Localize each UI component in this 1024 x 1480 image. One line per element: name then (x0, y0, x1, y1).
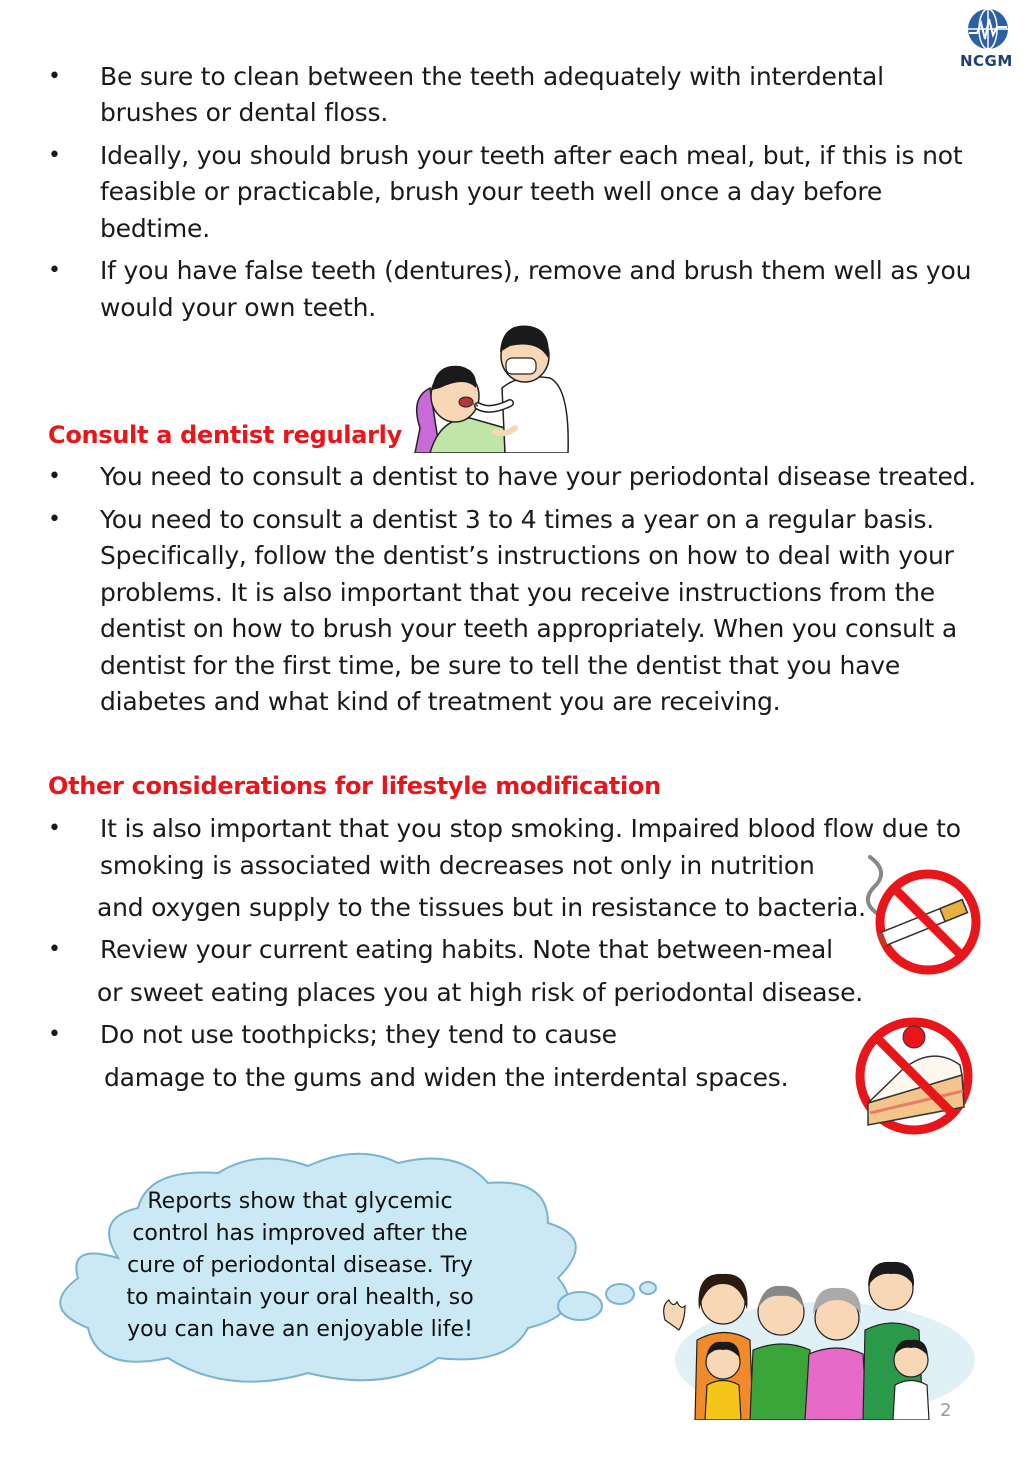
cloud-line: Reports show that glycemic (147, 1189, 453, 1214)
text-line: You need to consult a dentist to have your periodontal disease treated. (100, 462, 977, 491)
ncgm-logo (955, 5, 1021, 71)
bullet: • (48, 816, 61, 841)
section-heading-lifestyle: Other considerations for lifestyle modification (48, 772, 661, 800)
cloud-message (110, 1186, 490, 1346)
family-group-icon (655, 1250, 980, 1420)
logo-text: NCGM (960, 52, 1013, 70)
text-line: Ideally, you should brush your teeth after each meal, but, if this is not (100, 141, 963, 170)
text-line: Do not use toothpicks; they tend to cause (100, 1020, 617, 1049)
family-illustration (655, 1250, 980, 1420)
text-line: Specifically, follow the dentist’s instructions on how to deal with your (100, 541, 954, 570)
no-sweets-illustration (852, 1015, 977, 1137)
text-line: dentist on how to brush your teeth appropriately. When you consult a (100, 614, 957, 643)
text-line: or sweet eating places you at high risk of periodontal disease. (97, 978, 864, 1007)
cloud-line: you can have an enjoyable life! (127, 1317, 473, 1342)
no-smoking-icon (860, 852, 985, 977)
text-line: damage to the gums and widen the interdental spaces. (104, 1063, 789, 1092)
no-smoking-illustration (860, 852, 985, 977)
text-line: brushes or dental floss. (100, 98, 389, 127)
cloud-line: control has improved after the (132, 1221, 468, 1246)
bullet: • (48, 464, 61, 489)
bullet: • (48, 507, 61, 532)
dentist-patient-icon (410, 318, 575, 453)
bullet: • (48, 64, 61, 89)
text-line: If you have false teeth (dentures), remove and brush them well as you (100, 256, 972, 285)
text-line: feasible or practicable, brush your teeth well once a day before (100, 177, 883, 206)
text-line: It is also important that you stop smoking. Impaired blood flow due to (100, 814, 961, 843)
text-line: diabetes and what kind of treatment you are receiving. (100, 687, 781, 716)
cloud-line: cure of periodontal disease. Try (127, 1253, 473, 1278)
text-line: would your own teeth. (100, 293, 377, 322)
section-heading-dentist: Consult a dentist regularly (48, 421, 402, 449)
text-line: Review your current eating habits. Note that between-meal (100, 935, 833, 964)
text-line: dentist for the first time, be sure to tell the dentist that you have (100, 651, 901, 680)
text-line: You need to consult a dentist 3 to 4 times a year on a regular basis. (100, 505, 935, 534)
no-cake-icon (852, 1015, 977, 1137)
text-line: smoking is associated with decreases not only in nutrition (100, 851, 815, 880)
bullet: • (48, 258, 61, 283)
text-line: Be sure to clean between the teeth adequately with interdental (100, 62, 884, 91)
text-line: problems. It is also important that you receive instructions from the (100, 578, 935, 607)
cloud-line: to maintain your oral health, so (126, 1285, 474, 1310)
bullet: • (48, 1022, 61, 1047)
bullet: • (48, 937, 61, 962)
bullet: • (48, 143, 61, 168)
page-number: 2 (940, 1400, 952, 1421)
text-line: and oxygen supply to the tissues but in resistance to bacteria. (97, 893, 866, 922)
dentist-illustration (410, 318, 575, 453)
text-line: bedtime. (100, 214, 210, 243)
